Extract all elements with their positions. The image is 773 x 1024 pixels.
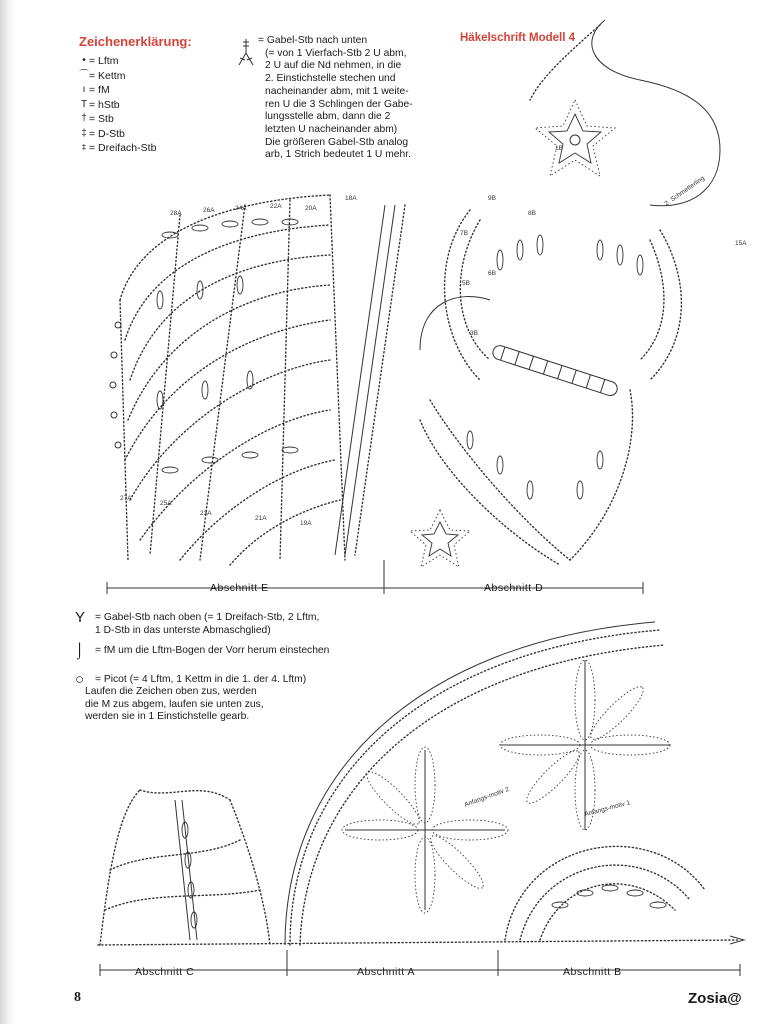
svg-text:27A: 27A xyxy=(120,495,132,502)
anfangsmotiv-2-label: Anfangs-motiv 2 xyxy=(463,785,511,809)
svg-text:15A: 15A xyxy=(735,240,747,247)
svg-text:8B: 8B xyxy=(528,210,536,217)
svg-text:19A: 19A xyxy=(300,520,312,527)
dreifach-stb-symbol-icon: ⧧ xyxy=(81,142,87,153)
legend-row-dstb: ‡ = D-Stb xyxy=(79,127,156,142)
svg-text:3B: 3B xyxy=(470,330,478,337)
picot-row: ○ = Picot (= 4 Lftm, 1 Kettm in die 1. der 4. Lftm) xyxy=(75,670,307,688)
section-d-butterfly xyxy=(410,20,747,567)
section-a-arch xyxy=(285,622,670,945)
page-number: 8 xyxy=(74,990,81,1005)
legend-row-dreifach-stb: ⧧ = Dreifach-Stb xyxy=(79,141,156,156)
upper-baseline xyxy=(107,560,643,594)
legend-title: Zeichenerklärung: xyxy=(79,34,192,49)
section-label-d: Abschnitt D xyxy=(484,582,544,594)
svg-text:24A: 24A xyxy=(235,205,247,212)
svg-text:28A: 28A xyxy=(170,210,182,217)
svg-text:20A: 20A xyxy=(305,205,317,212)
legend-row-lftm: • = Lftm xyxy=(79,54,156,69)
legend-row-stb: † = Stb xyxy=(79,112,156,127)
section-label-b: Abschnitt B xyxy=(563,966,622,978)
gabel-stb-up-symbol-icon: Y xyxy=(75,609,86,626)
section-label-c: Abschnitt C xyxy=(135,966,195,978)
section-label-a: Abschnitt A xyxy=(357,966,416,978)
svg-text:25A: 25A xyxy=(160,500,172,507)
svg-text:18A: 18A xyxy=(345,195,357,202)
lftm-symbol-icon: • xyxy=(82,55,86,66)
lower-legend: Y = Gabel-Stb nach oben (= 1 Dreifach-Stb, 2 Lftm, 1 D-Stb in das unterste Abmaschglied) ⌡ = fM um die Lftm-Bogen der Vorr herum einstechen ○ = Picot (= 4 Lftm, 1 Kettm in die 1. der 4. Lftm) Laufen die Zeichen oben zus, werden die M zus abgem, laufen sie unten zus, werden sie in 1 Einstichstelle gearb. xyxy=(75,609,330,722)
legend-row-kettm: ⌒ = Kettm xyxy=(79,69,126,82)
anfangsmotiv-1-label: Anfangs-motiv 1 xyxy=(583,799,632,819)
svg-text:26A: 26A xyxy=(203,207,215,214)
svg-text:6B: 6B xyxy=(488,270,496,277)
section-label-e: Abschnitt E xyxy=(210,582,269,594)
svg-text:7B: 7B xyxy=(460,230,468,237)
schmetterling-label: 2. Schmetterling xyxy=(663,174,706,208)
watermark: Zosia@ xyxy=(688,990,742,1007)
svg-text:9B: 9B xyxy=(488,195,496,202)
svg-text:5B: 5B xyxy=(462,280,470,287)
stb-symbol-icon: † xyxy=(81,113,87,124)
model-title: Häkelschrift Modell 4 xyxy=(460,32,576,44)
dstb-symbol-icon: ‡ xyxy=(81,127,87,139)
fm-bogen-symbol-icon: ⌡ xyxy=(75,642,85,659)
fm-symbol-icon: ı xyxy=(82,84,86,95)
lower-baseline xyxy=(98,936,744,976)
anfangsmotiv-1-flower xyxy=(500,660,670,830)
svg-text:21A: 21A xyxy=(255,515,267,522)
section-b-fan xyxy=(505,846,705,940)
section-c-lattice xyxy=(100,790,270,945)
kettm-symbol-icon: ⌒ xyxy=(79,69,89,81)
hstb-symbol-icon: T xyxy=(80,98,88,110)
gabel-stb-up-row: Y = Gabel-Stb nach oben (= 1 Dreifach-Stb, 2 Lftm, xyxy=(75,609,320,626)
svg-text:22A: 22A xyxy=(270,203,282,210)
anfangsmotiv-2-flower xyxy=(342,747,508,913)
svg-text:1B: 1B xyxy=(555,145,563,152)
section-e-fan xyxy=(110,195,405,565)
legend-row-fm: ı = fM xyxy=(79,83,156,98)
legend-row-hstb: T = hStb xyxy=(80,98,120,111)
gabel-stb-down-explanation: = Gabel-Stb nach unten (= von 1 Vierfach-Stb 2 U abm, 2 U auf die Nd nehmen, in die 2. Einstichstelle stechen und nacheinander abm, mit 1 weite- ren U die 3 Schlingen der Gabe- lungsstelle abm, dann die 2 letzten U nacheinander abm) Die größeren Gabel-Stb analog arb, 1 Strich bedeutet 1 U mehr. xyxy=(258,35,413,161)
picot-symbol-icon: ○ xyxy=(75,670,85,688)
fm-bogen-row: ⌡ = fM um die Lftm-Bogen der Vorr herum einstechen xyxy=(75,642,330,659)
svg-text:23A: 23A xyxy=(200,510,212,517)
